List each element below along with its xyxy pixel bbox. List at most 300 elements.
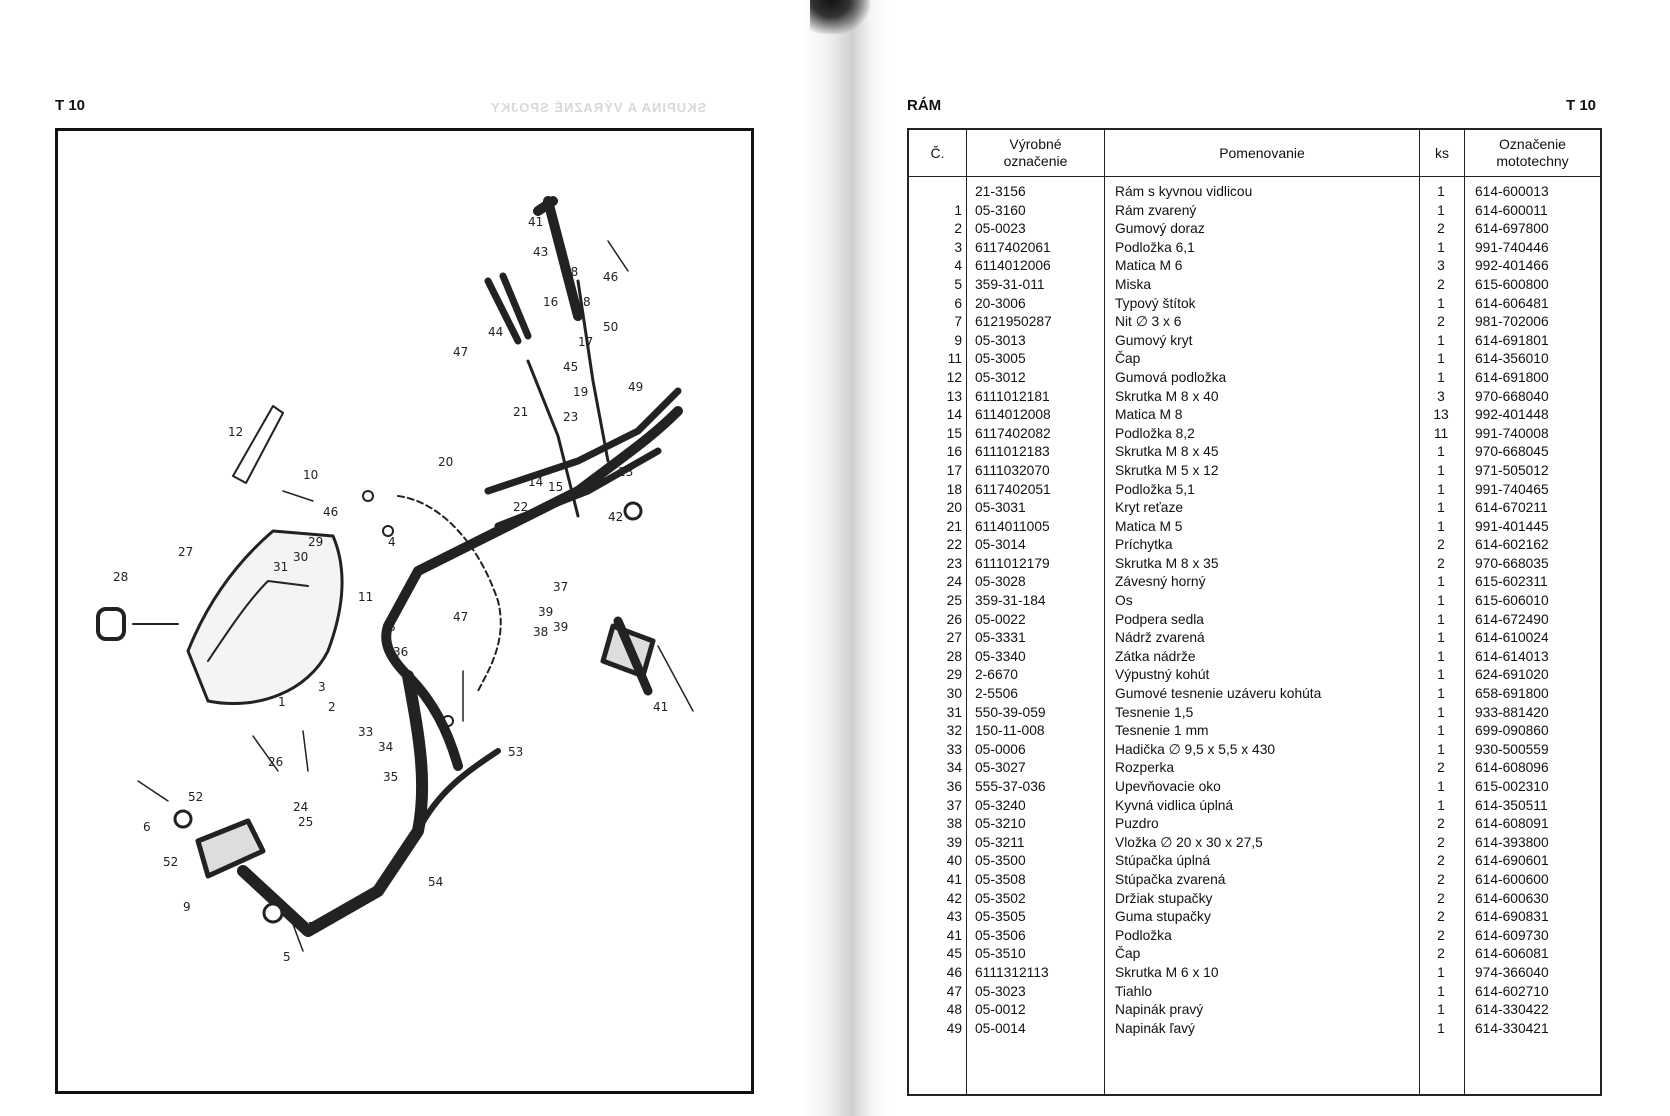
row-number: 16 — [946, 444, 962, 460]
row-moto: 614-697800 — [1475, 221, 1549, 237]
row-name: Tiahlo — [1115, 983, 1153, 999]
row-qty: 1 — [1437, 239, 1445, 255]
row-code: 05-3340 — [975, 648, 1026, 664]
row-code: 05-3014 — [975, 537, 1026, 553]
callout: 44 — [488, 325, 504, 339]
row-name: Skrutka M 8 x 40 — [1115, 388, 1219, 404]
table-row — [909, 629, 1600, 648]
row-qty: 1 — [1437, 1020, 1445, 1036]
callout: 46 — [603, 270, 619, 284]
row-moto: 614-690601 — [1475, 853, 1549, 869]
row-moto: 615-600800 — [1475, 276, 1549, 292]
header-number: Č. — [930, 144, 945, 161]
bleed-through-text: SKUPINA A VÝRAZNÉ SPOJKY — [490, 100, 707, 115]
row-qty: 1 — [1437, 630, 1445, 646]
callout: 11 — [358, 590, 374, 604]
row-moto: 614-614013 — [1475, 648, 1549, 664]
table-row — [909, 834, 1600, 853]
row-number: 38 — [946, 816, 962, 832]
table-row — [909, 332, 1600, 351]
row-number: 14 — [946, 407, 962, 423]
callout: 41 — [653, 700, 669, 714]
table-row — [909, 871, 1600, 890]
row-code: 05-0006 — [975, 741, 1026, 757]
row-qty: 1 — [1437, 295, 1445, 311]
book-spine — [800, 0, 890, 1116]
table-row — [909, 481, 1600, 500]
row-number: 46 — [946, 964, 962, 980]
callout: 16 — [543, 295, 559, 309]
callout: 6 — [143, 820, 151, 834]
row-moto: 974-366040 — [1475, 964, 1549, 980]
callout: 52 — [188, 790, 204, 804]
header-name: Pomenovanie — [1219, 144, 1305, 161]
row-number: 18 — [946, 481, 962, 497]
callout: 48 — [563, 265, 579, 279]
callout: 42 — [608, 510, 624, 524]
callout: 50 — [603, 320, 619, 334]
table-row — [909, 518, 1600, 537]
row-code: 05-3210 — [975, 816, 1026, 832]
row-code: 555-37-036 — [975, 779, 1046, 794]
callout: 45 — [563, 360, 579, 374]
row-name: Podložka — [1115, 927, 1172, 943]
header-qty: ks — [1435, 144, 1449, 161]
row-name: Výpustný kohút — [1115, 667, 1210, 683]
row-moto: 658-691800 — [1475, 686, 1549, 702]
callout: 17 — [578, 335, 594, 349]
row-name: Nit ∅ 3 x 6 — [1115, 314, 1182, 330]
row-code: 6111012179 — [975, 555, 1050, 571]
callout: 54 — [428, 875, 444, 889]
row-code: 05-3028 — [975, 574, 1026, 590]
row-number: 26 — [946, 611, 962, 627]
row-code: 6117402082 — [975, 425, 1051, 441]
callout: 20 — [438, 455, 454, 469]
table-row — [909, 425, 1600, 444]
callout: 47 — [453, 610, 469, 624]
table-row — [909, 741, 1600, 760]
row-name: Tesnenie 1 mm — [1115, 723, 1209, 739]
row-number: 25 — [946, 593, 962, 609]
row-qty: 1 — [1437, 500, 1445, 516]
row-moto: 614-608091 — [1475, 816, 1549, 832]
row-name: Vložka ∅ 20 x 30 x 27,5 — [1115, 834, 1263, 850]
callout: 49 — [628, 380, 644, 394]
row-name: Gumové tesnenie uzáveru kohúta — [1115, 686, 1322, 702]
row-qty: 2 — [1437, 853, 1445, 869]
header-code: Výrobné označenie — [1003, 136, 1068, 169]
row-name: Príchytka — [1115, 537, 1173, 553]
row-name: Typový štítok — [1115, 295, 1196, 311]
row-code: 05-3012 — [975, 369, 1026, 385]
diagram-drawing — [58, 131, 754, 1094]
table-row — [909, 722, 1600, 741]
callout: 29 — [308, 535, 324, 549]
callout: 13 — [618, 465, 634, 479]
row-code: 6111312113 — [975, 964, 1049, 980]
table-row — [909, 183, 1600, 202]
row-qty: 1 — [1437, 202, 1445, 218]
row-number: 13 — [946, 388, 962, 404]
row-code: 05-3023 — [975, 983, 1026, 999]
row-code: 05-3510 — [975, 946, 1026, 962]
row-name: Rám s kyvnou vidlicou — [1115, 184, 1253, 199]
callout: 37 — [553, 580, 569, 594]
callout: 10 — [303, 468, 319, 482]
row-code: 05-3031 — [975, 500, 1026, 516]
row-code: 6121950287 — [975, 314, 1052, 330]
callout: 12 — [228, 425, 244, 439]
callout: 33 — [358, 725, 374, 739]
callout: 23 — [563, 410, 579, 424]
page-title: RÁM — [907, 97, 942, 114]
seat-plate — [233, 406, 283, 483]
table-row — [909, 1020, 1600, 1039]
row-qty: 2 — [1437, 537, 1445, 553]
row-code: 05-0022 — [975, 611, 1026, 627]
table-row — [909, 611, 1600, 630]
row-number: 41 — [946, 871, 962, 887]
row-number: 37 — [946, 797, 962, 813]
row-number: 28 — [946, 648, 962, 664]
row-name: Matica M 8 — [1115, 407, 1183, 423]
row-number: 36 — [946, 779, 962, 794]
row-number: 17 — [946, 462, 962, 478]
table-body — [909, 183, 1600, 1038]
row-number: 12 — [946, 369, 962, 385]
row-moto: 614-356010 — [1475, 351, 1549, 367]
row-moto: 614-600600 — [1475, 871, 1549, 887]
table-row — [909, 666, 1600, 685]
callout: 8 — [583, 295, 591, 309]
row-name: Gumová podložka — [1115, 369, 1227, 385]
row-qty: 2 — [1437, 555, 1445, 571]
row-qty: 1 — [1437, 184, 1445, 199]
row-name: Podložka 6,1 — [1115, 239, 1195, 255]
table-row — [909, 927, 1600, 946]
frame-down-tube — [243, 676, 422, 931]
row-number: 39 — [946, 834, 962, 850]
row-name: Miska — [1115, 276, 1152, 292]
row-qty: 1 — [1437, 518, 1445, 534]
row-moto: 615-606010 — [1475, 593, 1549, 609]
table-row — [909, 704, 1600, 723]
row-code: 05-3240 — [975, 797, 1026, 813]
row-code: 05-3508 — [975, 871, 1026, 887]
row-moto: 614-691800 — [1475, 369, 1549, 385]
row-number: 6 — [954, 295, 962, 311]
row-moto: 615-002310 — [1475, 779, 1549, 794]
row-qty: 2 — [1437, 871, 1445, 887]
row-moto: 614-691801 — [1475, 332, 1549, 348]
page-corner-shadow — [810, 0, 870, 34]
row-number: 30 — [946, 686, 962, 702]
row-qty: 1 — [1437, 741, 1445, 757]
row-moto: 614-608096 — [1475, 760, 1549, 776]
row-name: Puzdro — [1115, 816, 1159, 832]
callout: 46 — [323, 505, 339, 519]
row-qty: 1 — [1437, 444, 1445, 460]
callout: 8 — [388, 620, 396, 634]
row-name: Podložka 8,2 — [1115, 425, 1195, 441]
row-qty: 2 — [1437, 946, 1445, 962]
row-qty: 2 — [1437, 927, 1445, 943]
row-code: 2-6670 — [975, 667, 1018, 683]
callout: 19 — [573, 385, 589, 399]
row-qty: 1 — [1437, 964, 1445, 980]
row-code: 05-3160 — [975, 202, 1026, 218]
row-moto: 614-606481 — [1475, 295, 1549, 311]
row-qty: 2 — [1437, 314, 1445, 330]
table-row — [909, 890, 1600, 909]
row-code: 05-3500 — [975, 853, 1026, 869]
table-row — [909, 220, 1600, 239]
row-code: 05-3027 — [975, 760, 1026, 776]
row-number: 49 — [946, 1020, 962, 1036]
row-name: Napinák ľavý — [1115, 1020, 1195, 1036]
row-moto: 614-602162 — [1475, 537, 1549, 553]
row-name: Zátka nádrže — [1115, 648, 1196, 664]
row-moto: 614-672490 — [1475, 611, 1549, 627]
row-qty: 1 — [1437, 369, 1445, 385]
row-moto: 614-609730 — [1475, 927, 1549, 943]
row-name: Skrutka M 8 x 35 — [1115, 555, 1219, 571]
row-moto: 992-401466 — [1475, 258, 1549, 274]
callout: 36 — [393, 645, 409, 659]
row-moto: 614-606081 — [1475, 946, 1549, 962]
row-qty: 2 — [1437, 816, 1445, 832]
callout: 22 — [513, 500, 529, 514]
row-moto: 930-500559 — [1475, 741, 1549, 757]
header-moto: Označenie mototechny — [1496, 136, 1569, 169]
row-number: 27 — [946, 630, 962, 646]
callout: 28 — [113, 570, 129, 584]
callout: 25 — [298, 815, 314, 829]
row-code: 6114012008 — [975, 407, 1051, 423]
callout: 27 — [178, 545, 194, 559]
left-page-label: T 10 — [55, 97, 86, 114]
row-name: Rám zvarený — [1115, 202, 1197, 218]
callout: 30 — [293, 550, 309, 564]
row-name: Rozperka — [1115, 760, 1175, 776]
row-name: Guma stupačky — [1115, 909, 1211, 925]
table-row — [909, 295, 1600, 314]
row-number: 45 — [946, 946, 962, 962]
row-moto: 991-740446 — [1475, 239, 1549, 255]
row-code: 6114011005 — [975, 518, 1050, 534]
table-row — [909, 852, 1600, 871]
callout: 24 — [293, 800, 309, 814]
row-number: 29 — [946, 667, 962, 683]
row-number: 43 — [946, 909, 962, 925]
table-row — [909, 202, 1600, 221]
row-name: Matica M 5 — [1115, 518, 1183, 534]
footrest-left — [198, 821, 263, 876]
row-name: Čap — [1115, 946, 1141, 962]
row-number: 22 — [946, 537, 962, 553]
row-moto: 614-600013 — [1475, 184, 1549, 199]
table-row — [909, 573, 1600, 592]
row-name: Čap — [1115, 351, 1141, 367]
row-code: 05-3502 — [975, 890, 1026, 906]
row-code: 6114012006 — [975, 258, 1051, 274]
row-code: 2-5506 — [975, 686, 1018, 702]
table-row — [909, 406, 1600, 425]
row-name: Upevňovacie oko — [1115, 779, 1221, 794]
table-row — [909, 964, 1600, 983]
callout: 52 — [163, 855, 179, 869]
row-moto: 615-602311 — [1475, 574, 1548, 590]
row-name: Gumový kryt — [1115, 332, 1193, 348]
row-name: Stúpačka úplná — [1115, 853, 1211, 869]
row-qty: 1 — [1437, 332, 1445, 348]
table-row — [909, 797, 1600, 816]
row-moto: 970-668045 — [1475, 444, 1549, 460]
row-code: 20-3006 — [975, 295, 1026, 311]
row-qty: 1 — [1437, 648, 1445, 664]
row-number: 31 — [946, 704, 962, 720]
row-number: 9 — [954, 332, 962, 348]
row-number: 1 — [954, 202, 962, 218]
row-name: Kyvná vidlica úplná — [1115, 797, 1234, 813]
table-row — [909, 685, 1600, 704]
fuel-tank — [188, 531, 342, 704]
table-row — [909, 536, 1600, 555]
tank-cap — [98, 609, 124, 639]
row-code: 6111012183 — [975, 444, 1050, 460]
row-moto: 614-330421 — [1475, 1020, 1549, 1036]
callout: 15 — [548, 480, 564, 494]
row-qty: 1 — [1437, 611, 1445, 627]
table-row — [909, 239, 1600, 258]
table-row — [909, 350, 1600, 369]
callout: 39 — [538, 605, 554, 619]
table-row — [909, 499, 1600, 518]
row-number: 7 — [954, 314, 962, 330]
table-row — [909, 313, 1600, 332]
callout: 47 — [453, 345, 469, 359]
row-qty: 11 — [1433, 425, 1449, 441]
row-moto: 933-881420 — [1475, 704, 1549, 720]
row-qty: 2 — [1437, 890, 1445, 906]
callout: 1 — [278, 695, 286, 709]
header-divider — [909, 176, 1600, 177]
row-name: Tesnenie 1,5 — [1115, 704, 1194, 720]
row-moto: 614-330422 — [1475, 1002, 1549, 1018]
row-name: Skrutka M 5 x 12 — [1115, 462, 1219, 478]
row-number: 11 — [947, 351, 962, 367]
row-name: Podpera sedla — [1115, 611, 1204, 627]
callout: 39 — [553, 620, 569, 634]
row-code: 05-3506 — [975, 927, 1026, 943]
row-code: 05-3331 — [975, 630, 1026, 646]
right-page-label: T 10 — [1566, 97, 1597, 114]
row-name: Stúpačka zvarená — [1115, 871, 1226, 887]
row-moto: 614-602710 — [1475, 983, 1549, 999]
row-qty: 2 — [1437, 760, 1445, 776]
row-qty: 1 — [1437, 797, 1445, 813]
row-code: 05-0012 — [975, 1002, 1026, 1018]
row-qty: 1 — [1437, 667, 1445, 683]
parts-table — [907, 128, 1602, 1096]
table-row — [909, 908, 1600, 927]
row-moto: 614-690831 — [1475, 909, 1549, 925]
row-number: 3 — [954, 239, 962, 255]
row-qty: 13 — [1433, 407, 1449, 423]
table-row — [909, 983, 1600, 1002]
row-qty: 2 — [1437, 276, 1445, 292]
row-qty: 1 — [1437, 593, 1445, 609]
row-code: 05-3211 — [975, 834, 1025, 850]
table-row — [909, 462, 1600, 481]
row-code: 6111032070 — [975, 462, 1050, 478]
row-code: 6111012181 — [975, 388, 1050, 404]
row-name: Nádrž zvarená — [1115, 630, 1205, 646]
row-qty: 3 — [1437, 388, 1445, 404]
callout: 34 — [378, 740, 394, 754]
table-row — [909, 759, 1600, 778]
row-qty: 1 — [1437, 574, 1445, 590]
row-moto: 971-505012 — [1475, 462, 1549, 478]
row-name: Skrutka M 6 x 10 — [1115, 964, 1219, 980]
row-code: 6117402061 — [975, 239, 1051, 255]
row-number: 32 — [946, 723, 962, 739]
exploded-frame-diagram — [55, 128, 754, 1094]
row-number: 5 — [954, 276, 962, 292]
row-number: 15 — [946, 425, 962, 441]
row-qty: 1 — [1437, 351, 1445, 367]
table-row — [909, 648, 1600, 667]
table-row — [909, 257, 1600, 276]
row-moto: 991-740465 — [1475, 481, 1549, 497]
callout: 9 — [183, 900, 191, 914]
row-qty: 2 — [1437, 909, 1445, 925]
row-number: 34 — [946, 760, 962, 776]
row-number: 42 — [946, 890, 962, 906]
callout: 35 — [383, 770, 399, 784]
row-number: 33 — [946, 741, 962, 757]
row-name: Os — [1115, 593, 1133, 609]
callout: 5 — [283, 950, 291, 964]
row-name: Napinák pravý — [1115, 1002, 1204, 1018]
table-row — [909, 592, 1600, 611]
table-row — [909, 388, 1600, 407]
callout: 14 — [528, 475, 544, 489]
row-name: Držiak stupačky — [1115, 890, 1213, 906]
table-row — [909, 778, 1600, 797]
table-row — [909, 815, 1600, 834]
row-number: 21 — [946, 518, 962, 534]
row-moto: 614-393800 — [1475, 834, 1549, 850]
row-name: Hadička ∅ 9,5 x 5,5 x 430 — [1115, 741, 1276, 757]
callout: 53 — [508, 745, 524, 759]
row-number: 23 — [946, 555, 962, 571]
callout: 41 — [528, 215, 544, 229]
chain-guard — [398, 496, 501, 691]
row-number: 41 — [946, 927, 962, 943]
table-row — [909, 443, 1600, 462]
row-code: 05-3005 — [975, 351, 1026, 367]
row-moto: 614-600630 — [1475, 890, 1549, 906]
callout: 21 — [513, 405, 529, 419]
row-number: 20 — [946, 500, 962, 516]
row-number: 48 — [946, 1002, 962, 1018]
row-moto: 624-691020 — [1475, 667, 1549, 683]
row-qty: 1 — [1437, 481, 1445, 497]
callout: 4 — [388, 535, 396, 549]
callout: 26 — [268, 755, 284, 769]
